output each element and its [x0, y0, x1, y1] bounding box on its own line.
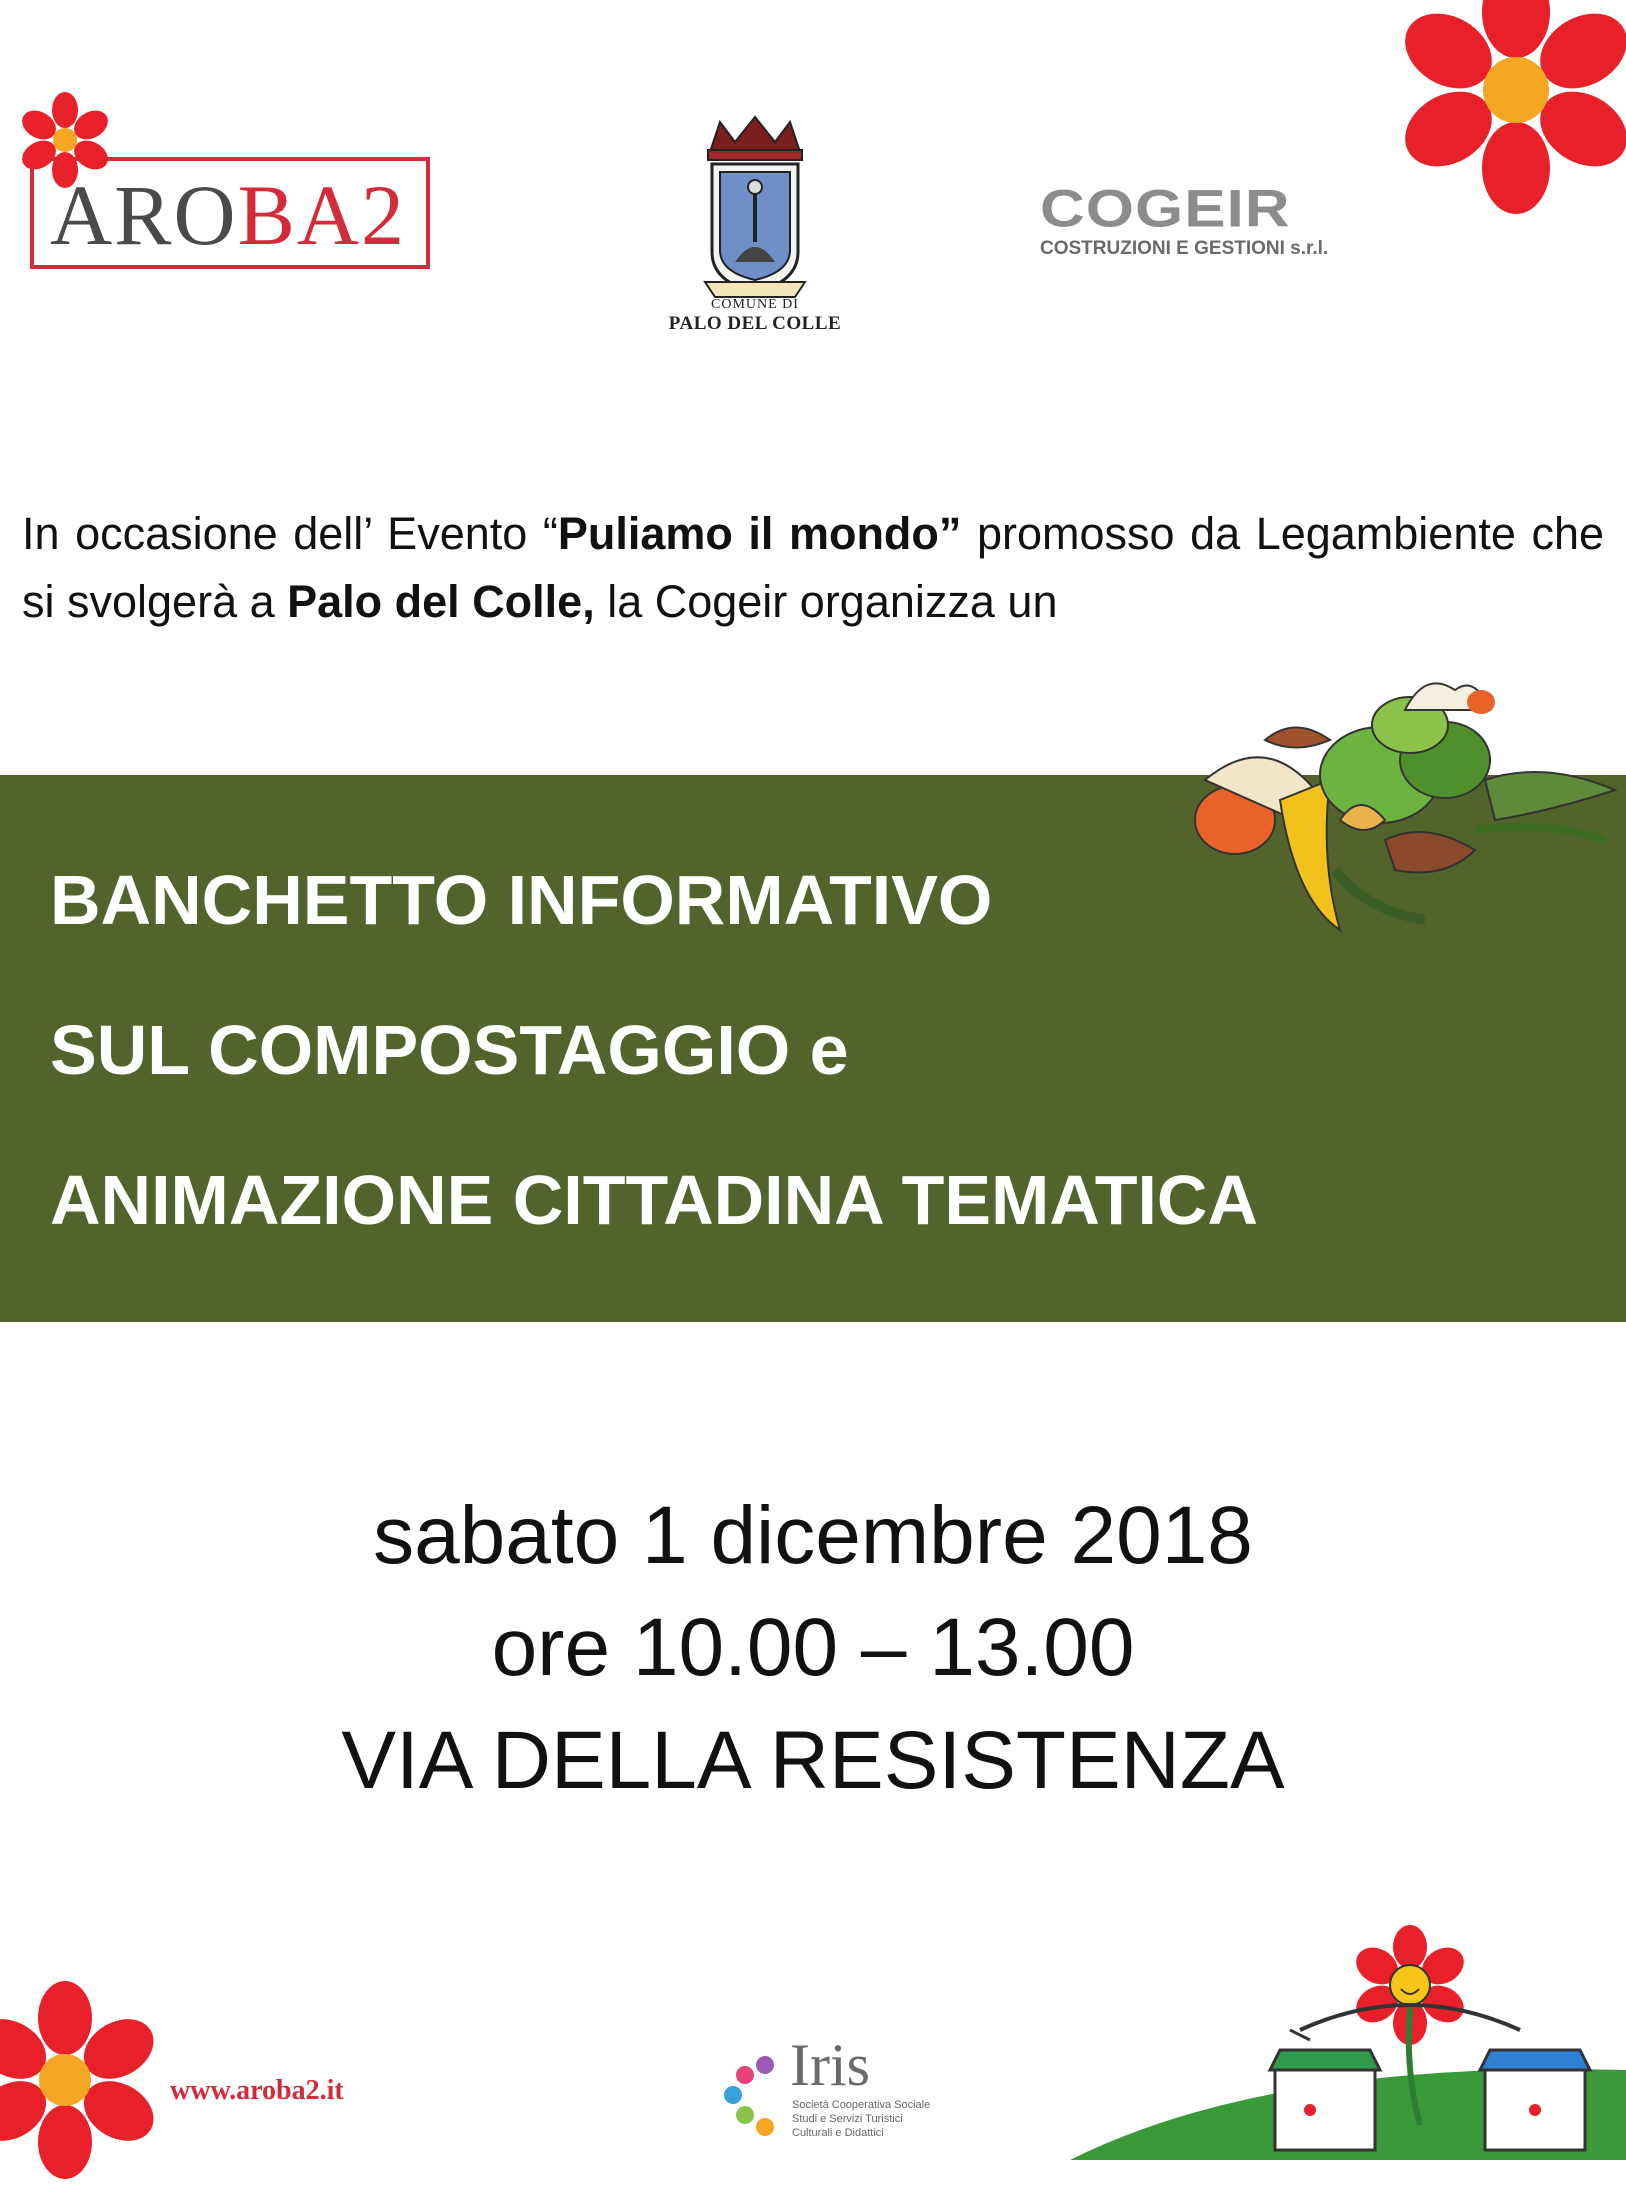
- cogeir-logo-subtitle: COSTRUZIONI E GESTIONI s.r.l.: [1040, 238, 1329, 259]
- intro-event-name: Puliamo il mondo”: [557, 508, 962, 559]
- flower-mascot-illustration: [1070, 1920, 1626, 2160]
- comune-label: [640, 297, 870, 335]
- event-place: VIA DELLA RESISTENZA: [341, 1715, 1285, 1806]
- intro-text-1: In occasione dell’ Evento “: [22, 508, 558, 559]
- flower-decoration-top-right: [1386, 0, 1626, 220]
- banner-line-3: ANIMAZIONE CITTADINA TEMATICA: [50, 1161, 1259, 1239]
- iris-logo-text: Iris: [790, 2032, 870, 2098]
- aroba2-logo-text: [50, 167, 407, 263]
- iris-subtitle-2: Studi e Servizi Turistici: [792, 2113, 903, 2125]
- intro-town-name: Palo del Colle,: [287, 576, 595, 627]
- event-date: sabato 1 dicembre 2018: [373, 1490, 1253, 1581]
- intro-text-2: promosso da Legambiente che si svolgerà a: [22, 508, 1604, 627]
- intro-text-3: la Cogeir organizza un: [594, 576, 1058, 627]
- banner-line-2: SUL COMPOSTAGGIO e: [50, 1011, 849, 1089]
- comune-label-line2: PALO DEL COLLE: [668, 313, 842, 334]
- event-time: ore 10.00 – 13.00: [491, 1602, 1135, 1693]
- aroba2-logo-part1: ARO: [50, 167, 238, 263]
- compost-vegetables-illustration: [1145, 670, 1626, 950]
- palo-del-colle-crest-icon: [680, 112, 830, 302]
- iris-logo-subtitle: [792, 2098, 932, 2140]
- aroba2-logo-part2: BA2: [237, 167, 407, 263]
- iris-subtitle-3: Culturali e Didattici: [792, 2127, 884, 2139]
- aroba2-website-link[interactable]: www.aroba2.it: [170, 2075, 344, 2106]
- intro-paragraph: [22, 500, 1604, 636]
- banner-line-1: BANCHETTO INFORMATIVO: [50, 861, 993, 939]
- flower-decoration-bottom-left: [0, 1975, 170, 2185]
- iris-subtitle-1: Società Cooperativa Sociale: [792, 2099, 931, 2111]
- comune-label-line1: COMUNE DI: [711, 297, 799, 312]
- cogeir-logo-text: COGEIR: [1040, 179, 1291, 239]
